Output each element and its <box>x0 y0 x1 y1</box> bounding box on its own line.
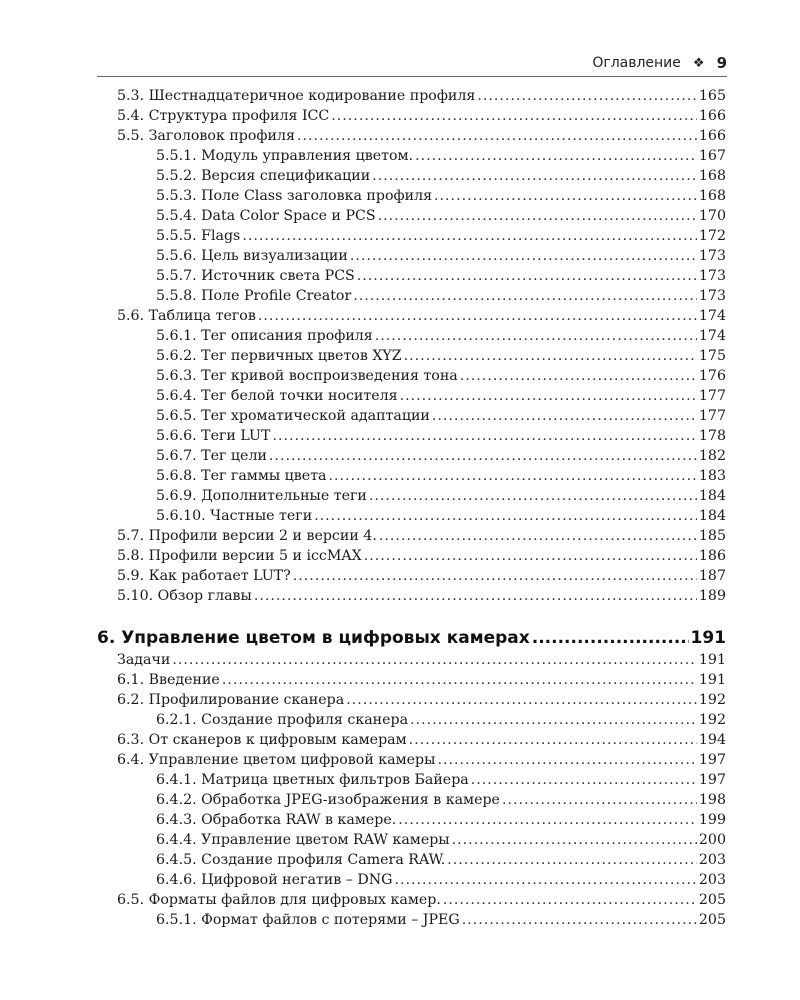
toc-entry[interactable] <box>117 268 726 288</box>
toc-entry[interactable] <box>117 348 726 368</box>
toc-entry-page: 184 <box>698 508 726 524</box>
chapter-page-number: 191 <box>690 628 726 648</box>
toc-list-part1 <box>117 88 726 608</box>
dot-leader <box>462 912 697 928</box>
toc-entry-title: 5.7. Профили версии 2 и версии 4. <box>117 528 377 544</box>
dot-leader <box>404 348 697 364</box>
toc-entry[interactable] <box>117 672 726 692</box>
toc-entry-title: 5.6. Таблица тегов <box>117 308 256 324</box>
toc-entry-page: 173 <box>698 288 726 304</box>
dot-leader <box>447 852 697 868</box>
toc-entry-title: 6.4.4. Управление цветом RAW камеры <box>156 832 450 848</box>
toc-entry-page: 194 <box>698 732 726 748</box>
toc-entry[interactable] <box>117 508 726 528</box>
toc-entry-title: Задачи <box>117 652 171 668</box>
dot-leader <box>378 208 697 224</box>
toc-entry-page: 199 <box>698 812 726 828</box>
dot-leader <box>398 812 697 828</box>
toc-entry[interactable] <box>117 852 726 872</box>
toc-entry-title: 5.3. Шестнадцатеричное кодирование профиля <box>117 88 476 104</box>
dot-leader <box>357 268 697 284</box>
toc-entry[interactable] <box>117 712 726 732</box>
dot-leader <box>532 628 689 648</box>
dot-leader <box>471 772 697 788</box>
toc-entry[interactable] <box>117 388 726 408</box>
toc-entry[interactable] <box>117 772 726 792</box>
dot-leader <box>314 508 697 524</box>
toc-entry[interactable] <box>117 248 726 268</box>
toc-entry[interactable] <box>117 208 726 228</box>
toc-entry-title: 5.5.1. Модуль управления цветом. <box>156 148 414 164</box>
toc-entry[interactable] <box>117 148 726 168</box>
toc-entry-page: 170 <box>698 208 726 224</box>
toc-chapter-heading[interactable] <box>97 628 726 652</box>
toc-entry-title: 6.1. Введение <box>117 672 220 688</box>
toc-entry-title: 5.6.3. Тег кривой воспроизведения тона <box>156 368 458 384</box>
toc-entry[interactable] <box>117 408 726 428</box>
toc-entry-page: 178 <box>698 428 726 444</box>
dot-leader <box>329 468 697 484</box>
toc-entry-page: 191 <box>698 652 726 668</box>
dot-leader <box>353 288 697 304</box>
toc-entry-title: 6.3. От сканеров к цифровым камерам <box>117 732 407 748</box>
dot-leader <box>410 712 697 728</box>
toc-entry-title: 5.6.4. Тег белой точки носителя <box>156 388 398 404</box>
toc-entry-title: 5.5.2. Версия спецификации <box>156 168 371 184</box>
toc-entry-title: 6.2. Профилирование сканера <box>117 692 345 708</box>
toc-entry-page: 166 <box>698 108 726 124</box>
dot-leader <box>331 108 697 124</box>
toc-entry-title: 6.5. Форматы файлов для цифровых камер. <box>117 892 441 908</box>
dot-leader <box>364 548 697 564</box>
toc-entry-title: 6.4.2. Обработка JPEG-изображения в камере <box>156 792 500 808</box>
dot-leader <box>369 488 697 504</box>
toc-entry-title: 6.4. Управление цветом цифровой камеры <box>117 752 436 768</box>
dot-leader <box>437 752 696 768</box>
toc-entry-page: 174 <box>698 328 726 344</box>
toc-entry-title: 5.5.3. Поле Class заголовка профиля <box>156 188 433 204</box>
toc-entry[interactable] <box>117 732 726 752</box>
toc-entry-page: 172 <box>698 228 726 244</box>
toc-entry[interactable] <box>117 652 726 672</box>
toc-entry-title: 5.6.5. Тег хроматической адаптации <box>156 408 430 424</box>
toc-entry-page: 197 <box>698 752 726 768</box>
toc-entry-page: 192 <box>698 712 726 728</box>
toc-entry[interactable] <box>117 588 726 608</box>
toc-entry[interactable] <box>117 188 726 208</box>
toc-entry-title: 5.5.5. Flags <box>156 228 241 244</box>
dot-leader <box>375 328 697 344</box>
toc-entry-title: 5.8. Профили версии 5 и iccMAX <box>117 548 362 564</box>
toc-entry-page: 184 <box>698 488 726 504</box>
toc-entry-page: 166 <box>698 128 726 144</box>
dot-leader <box>222 672 697 688</box>
toc-entry[interactable] <box>117 792 726 812</box>
toc-entry-title: 5.5.6. Цель визуализации <box>156 248 348 264</box>
toc-entry-page: 177 <box>698 408 726 424</box>
header-section-title: Оглавление <box>592 55 681 71</box>
dot-leader <box>502 792 697 808</box>
toc-entry[interactable] <box>117 892 726 912</box>
toc-entry-title: 5.6.10. Частные теги <box>156 508 313 524</box>
toc-entry[interactable] <box>117 108 726 128</box>
toc-entry-page: 173 <box>698 248 726 264</box>
toc-entry-title: 5.9. Как работает LUT? <box>117 568 291 584</box>
toc-entry-page: 189 <box>698 588 726 604</box>
toc-entry-title: 5.6.6. Теги LUT <box>156 428 271 444</box>
toc-entry-page: 186 <box>698 548 726 564</box>
dot-leader <box>346 692 697 708</box>
toc-entry-title: 5.10. Обзор главы <box>117 588 252 604</box>
dot-leader <box>272 428 696 444</box>
toc-entry-title: 5.6.1. Тег описания профиля <box>156 328 373 344</box>
dot-leader <box>409 732 697 748</box>
dot-leader <box>258 308 697 324</box>
toc-entry-title: 5.6.8. Тег гаммы цвета <box>156 468 327 484</box>
toc-entry-title: 5.6.7. Тег цели <box>156 448 267 464</box>
dot-leader <box>172 652 697 668</box>
toc-entry-page: 175 <box>698 348 726 364</box>
toc-entry-page: 198 <box>698 792 726 808</box>
toc-entry-page: 191 <box>698 672 726 688</box>
toc-entry-title: 5.5. Заголовок профиля <box>117 128 295 144</box>
toc-entry-title: 5.5.8. Поле Profile Creator <box>156 288 352 304</box>
dot-leader <box>434 188 697 204</box>
toc-entry-page: 165 <box>698 88 726 104</box>
toc-entry-title: 6.5.1. Формат файлов с потерями – JPEG <box>156 912 460 928</box>
toc-entry-title: 6.4.1. Матрица цветных фильтров Байера <box>156 772 469 788</box>
toc-entry-page: 197 <box>698 772 726 788</box>
toc-entry[interactable] <box>117 752 726 772</box>
header-page-number: 9 <box>716 54 727 72</box>
toc-entry-page: 192 <box>698 692 726 708</box>
ornament-icon: ❖ <box>692 55 705 71</box>
header-rule <box>97 76 727 77</box>
toc-entry-title: 5.6.9. Дополнительные теги <box>156 488 367 504</box>
dot-leader <box>432 408 697 424</box>
dot-leader <box>242 228 697 244</box>
dot-leader <box>415 148 697 164</box>
toc-entry[interactable] <box>117 812 726 832</box>
chapter-title: 6. Управление цветом в цифровых камерах <box>97 628 530 648</box>
toc-entry[interactable] <box>117 228 726 248</box>
dot-leader <box>394 872 696 888</box>
toc-entry[interactable] <box>117 568 726 588</box>
dot-leader <box>443 892 697 908</box>
toc-entry[interactable] <box>117 528 726 548</box>
toc-entry-page: 185 <box>698 528 726 544</box>
toc-entry-page: 200 <box>698 832 726 848</box>
toc-entry-page: 177 <box>698 388 726 404</box>
dot-leader <box>379 528 697 544</box>
running-header <box>97 52 727 74</box>
dot-leader <box>297 128 697 144</box>
toc-entry-title: 6.2.1. Создание профиля сканера <box>156 712 409 728</box>
dot-leader <box>400 388 697 404</box>
toc-entry[interactable] <box>117 168 726 188</box>
toc-entry[interactable] <box>117 488 726 508</box>
toc-entry-page: 203 <box>698 872 726 888</box>
toc-entry[interactable] <box>117 912 726 932</box>
toc-entry-page: 176 <box>698 368 726 384</box>
toc-entry-page: 203 <box>698 852 726 868</box>
toc-entry[interactable] <box>117 448 726 468</box>
dot-leader <box>269 448 697 464</box>
dot-leader <box>350 248 697 264</box>
dot-leader <box>293 568 697 584</box>
toc-entry-title: 5.6.2. Тег первичных цветов XYZ <box>156 348 402 364</box>
toc-entry-title: 5.5.7. Источник света PCS <box>156 268 355 284</box>
toc-entry[interactable] <box>117 832 726 852</box>
toc-entry[interactable] <box>117 128 726 148</box>
toc-entry[interactable] <box>117 692 726 712</box>
toc-list-part2 <box>117 652 726 932</box>
toc-entry-title: 5.5.4. Data Color Space и PCS <box>156 208 376 224</box>
toc-entry-page: 168 <box>698 168 726 184</box>
toc-entry-page: 173 <box>698 268 726 284</box>
toc-entry[interactable] <box>117 308 726 328</box>
toc-entry[interactable] <box>117 288 726 308</box>
toc-entry[interactable] <box>117 88 726 108</box>
dot-leader <box>477 88 697 104</box>
toc-entry-page: 183 <box>698 468 726 484</box>
dot-leader <box>452 832 697 848</box>
dot-leader <box>254 588 697 604</box>
toc-entry-title: 5.4. Структура профиля ICC <box>117 108 330 124</box>
toc-entry-page: 187 <box>698 568 726 584</box>
dot-leader <box>372 168 697 184</box>
toc-entry[interactable] <box>117 872 726 892</box>
toc-entry[interactable] <box>117 368 726 388</box>
dot-leader <box>460 368 697 384</box>
toc-entry-page: 205 <box>698 912 726 928</box>
toc-entry-page: 167 <box>698 148 726 164</box>
toc-entry-page: 182 <box>698 448 726 464</box>
toc-entry-page: 174 <box>698 308 726 324</box>
toc-entry[interactable] <box>117 328 726 348</box>
toc-entry-page: 205 <box>698 892 726 908</box>
toc-entry[interactable] <box>117 428 726 448</box>
toc-entry-page: 168 <box>698 188 726 204</box>
toc-entry[interactable] <box>117 548 726 568</box>
toc-entry[interactable] <box>117 468 726 488</box>
toc-entry-title: 6.4.3. Обработка RAW в камере. <box>156 812 397 828</box>
toc-entry-title: 6.4.6. Цифровой негатив – DNG <box>156 872 393 888</box>
toc-entry-title: 6.4.5. Создание профиля Camera RAW. <box>156 852 446 868</box>
